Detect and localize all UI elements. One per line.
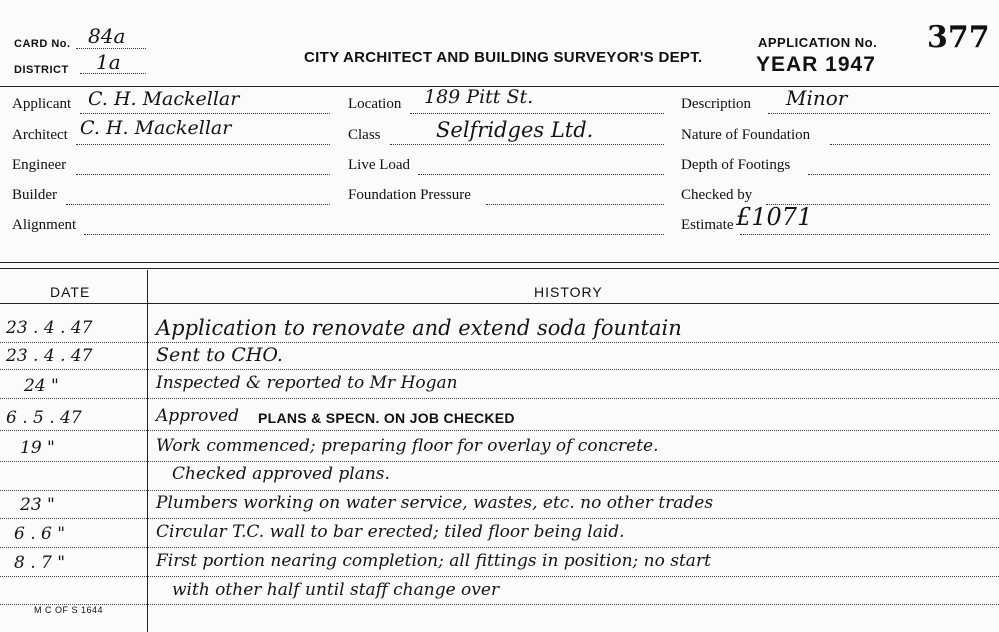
nature-of-foundation-dots [830, 144, 990, 145]
applicant-label: Applicant [12, 96, 72, 112]
estimate-label: Estimate [681, 217, 734, 233]
row-line [0, 604, 999, 605]
application-label: APPLICATION No. [758, 35, 878, 50]
row-line [0, 547, 999, 548]
table-row-8-history: First portion nearing completion; all fittings in position; no start [156, 551, 711, 571]
department-title: CITY ARCHITECT AND BUILDING SURVEYOR'S DEPT. [304, 49, 703, 66]
architect-label: Architect [12, 127, 68, 143]
district-label: DISTRICT [14, 64, 69, 76]
location-value: 189 Pitt St. [424, 86, 534, 108]
row-line [0, 490, 999, 491]
alignment-dots [84, 234, 664, 235]
engineer-label: Engineer [12, 157, 67, 173]
table-row-6-date: 23 " [20, 495, 55, 515]
table-row-9-history: with other half until staff change over [172, 580, 500, 600]
description-dots [768, 113, 990, 114]
checked-by-label: Checked by [681, 187, 753, 203]
date-column-header: DATE [50, 284, 91, 300]
district-value: 1a [96, 50, 121, 74]
card-no-dots [76, 48, 146, 49]
table-row-0-history: Application to renovate and extend soda fountain [156, 316, 682, 340]
estimate-value: £1071 [736, 203, 813, 231]
table-row-7-date: 6 . 6 " [14, 524, 66, 544]
location-dots [410, 113, 664, 114]
depth-of-footings-label: Depth of Footings [681, 157, 791, 173]
architect-dots [76, 144, 330, 145]
table-row-4-history: Work commenced; preparing floor for overlay of concrete. [156, 436, 659, 456]
row-line [0, 461, 999, 462]
builder-label: Builder [12, 187, 57, 203]
table-row-3-stamp: PLANS & SPECN. ON JOB CHECKED [258, 410, 515, 426]
description-label: Description [681, 96, 751, 112]
alignment-label: Alignment [12, 217, 77, 233]
table-row-1-history: Sent to CHO. [156, 344, 283, 366]
table-row-7-history: Circular T.C. wall to bar erected; tiled floor being laid. [156, 522, 625, 542]
row-line [0, 369, 999, 370]
table-row-2-history: Inspected & reported to Mr Hogan [156, 373, 458, 393]
table-row-8-date: 8 . 7 " [14, 553, 66, 573]
table-row-6-history: Plumbers working on water service, wastes, etc. no other trades [156, 493, 714, 513]
engineer-dots [76, 174, 330, 175]
depth-of-footings-dots [808, 174, 990, 175]
form-code: M C OF S 1644 [34, 605, 104, 615]
table-header-rule [0, 303, 999, 304]
table-row-3-history: Approved [156, 406, 239, 426]
table-row-3-date: 6 . 5 . 47 [6, 408, 82, 428]
applicant-value: C. H. Mackellar [88, 88, 240, 110]
class-dots [390, 144, 664, 145]
row-line [0, 576, 999, 577]
location-label: Location [348, 96, 402, 112]
row-line [0, 398, 999, 399]
table-row-2-date: 24 " [24, 376, 59, 396]
date-column-divider [147, 270, 148, 632]
district-dots [80, 73, 146, 74]
live-load-dots [418, 174, 664, 175]
application-number: 377 [927, 20, 990, 55]
architect-value: C. H. Mackellar [80, 117, 232, 139]
table-top-rule-2 [0, 268, 999, 269]
class-value: Selfridges Ltd. [436, 118, 594, 142]
applicant-dots [80, 113, 330, 114]
table-row-4-date: 19 " [20, 438, 55, 458]
live-load-label: Live Load [348, 157, 411, 173]
foundation-pressure-dots [486, 204, 664, 205]
card-no-value: 84a [88, 24, 126, 48]
row-line [0, 518, 999, 519]
year-label: YEAR 1947 [756, 53, 876, 76]
estimate-dots [740, 234, 990, 235]
table-top-rule-1 [0, 262, 999, 263]
table-row-0-date: 23 . 4 . 47 [6, 318, 93, 338]
table-row-5-history: Checked approved plans. [172, 464, 390, 484]
foundation-pressure-label: Foundation Pressure [348, 187, 471, 203]
history-column-header: HISTORY [534, 284, 603, 300]
row-line [0, 342, 999, 343]
class-label: Class [348, 127, 381, 143]
description-value: Minor [786, 86, 848, 110]
table-row-1-date: 23 . 4 . 47 [6, 346, 93, 366]
nature-of-foundation-label: Nature of Foundation [681, 127, 811, 143]
row-line [0, 430, 999, 431]
builder-dots [66, 204, 330, 205]
card-no-label: CARD No. [14, 38, 71, 50]
